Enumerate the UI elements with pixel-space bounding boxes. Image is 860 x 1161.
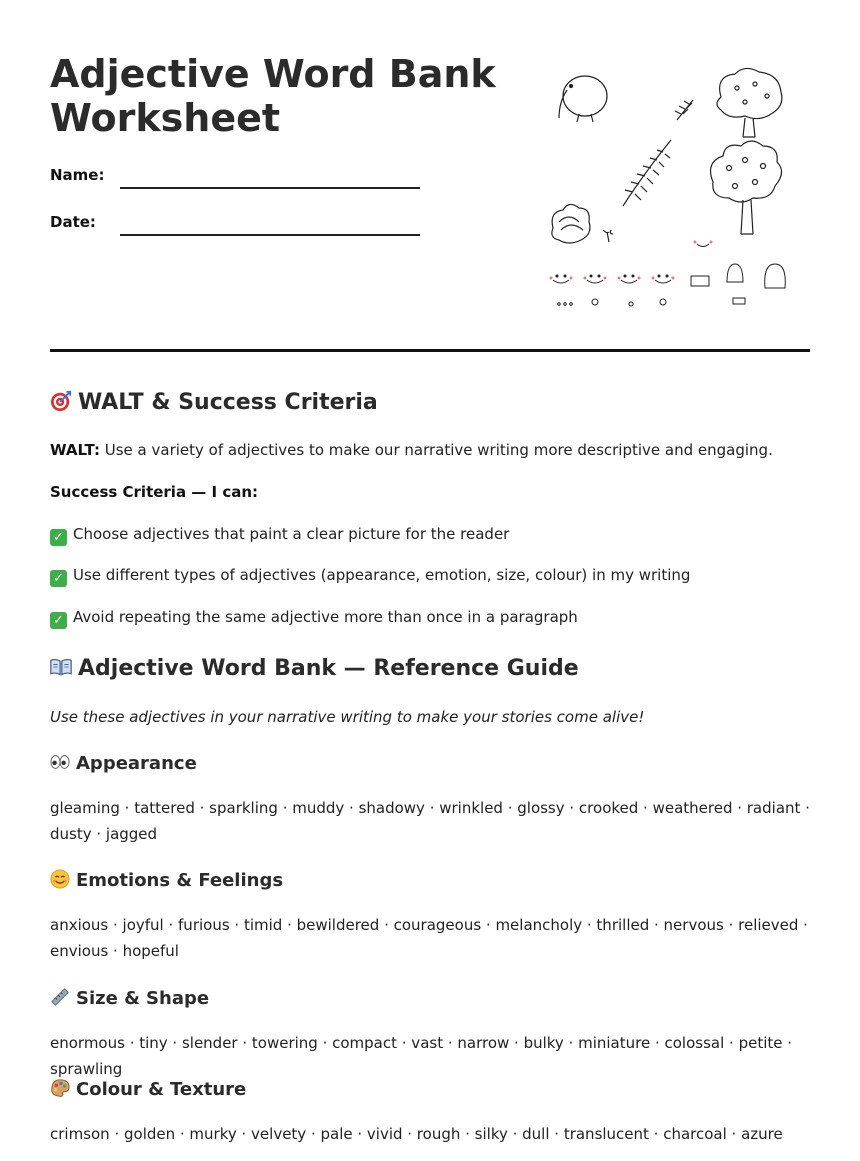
- open-book-icon: [50, 656, 72, 678]
- date-line[interactable]: [120, 234, 420, 236]
- date-label: Date:: [50, 213, 96, 231]
- category-words: crimson · golden · murky · velvety · pale · vivid · rough · silky · dull · translucent · charcoal · azure: [50, 1125, 783, 1143]
- criteria-text: Choose adjectives that paint a clear picture for the reader: [73, 525, 510, 543]
- category-title: Appearance: [76, 753, 197, 774]
- page-title: Adjective Word Bank Worksheet: [50, 52, 496, 140]
- criteria-text: Avoid repeating the same adjective more than once in a paragraph: [73, 608, 578, 626]
- round-tree-icon: [717, 68, 782, 137]
- ruler-icon: [50, 987, 70, 1007]
- nature-clipart-icon: [545, 62, 795, 317]
- target-icon: [50, 390, 72, 412]
- walt-statement: [50, 437, 810, 463]
- walt-heading-text: WALT & Success Criteria: [78, 390, 378, 415]
- check-mark-icon: ✓: [50, 529, 67, 546]
- walt-text: Use a variety of adjectives to make our narrative writing more descriptive and engaging.: [104, 441, 773, 459]
- category-words: gleaming · tattered · sparkling · muddy · shadowy · wrinkled · glossy · crooked · weathered · radiant · dusty · jagged: [50, 799, 810, 843]
- category-heading-emotions: [50, 869, 283, 891]
- name-label: Name:: [50, 166, 105, 184]
- bank-heading-text: Adjective Word Bank — Reference Guide: [78, 656, 579, 681]
- palette-icon: [50, 1078, 70, 1098]
- faces-row-icon: [553, 244, 785, 306]
- criteria-label: Success Criteria — I can:: [50, 483, 259, 501]
- category-heading-colour: [50, 1078, 246, 1100]
- category-heading-size: [50, 987, 209, 1009]
- name-line[interactable]: [120, 187, 420, 189]
- header-divider: [50, 349, 810, 352]
- criteria-item: [50, 604, 810, 630]
- category-title: Emotions & Feelings: [76, 870, 284, 891]
- sprout-icon: [603, 230, 613, 242]
- fern-icon: [623, 140, 671, 206]
- category-words: anxious · joyful · furious · timid · bewildered · courageous · melancholy · thrilled · nervous · relieved · envious · hopeful: [50, 916, 808, 960]
- criteria-item: [50, 521, 810, 547]
- leafy-tree-icon: [711, 141, 782, 234]
- check-mark-icon: ✓: [50, 570, 67, 587]
- category-title: Colour & Texture: [76, 1079, 247, 1100]
- category-words: enormous · tiny · slender · towering · compact · vast · narrow · bulky · miniature · colossal · petite · sprawling: [50, 1034, 793, 1078]
- bank-heading: [50, 656, 579, 681]
- criteria-text: Use different types of adjectives (appearance, emotion, size, colour) in my writing: [73, 566, 691, 584]
- category-heading-appearance: [50, 752, 197, 774]
- criteria-item: [50, 562, 810, 588]
- walt-heading: [50, 390, 378, 415]
- bank-intro: Use these adjectives in your narrative writing to make your stories come alive!: [50, 708, 645, 726]
- smiling-face-icon: [50, 869, 70, 889]
- walt-label: WALT:: [50, 441, 100, 459]
- check-mark-icon: ✓: [50, 612, 67, 629]
- category-title: Size & Shape: [76, 988, 210, 1009]
- kiwi-bird-icon: [559, 76, 607, 122]
- eyes-icon: [50, 752, 70, 772]
- flower-icon: [552, 204, 590, 243]
- sprig-icon: [675, 100, 693, 120]
